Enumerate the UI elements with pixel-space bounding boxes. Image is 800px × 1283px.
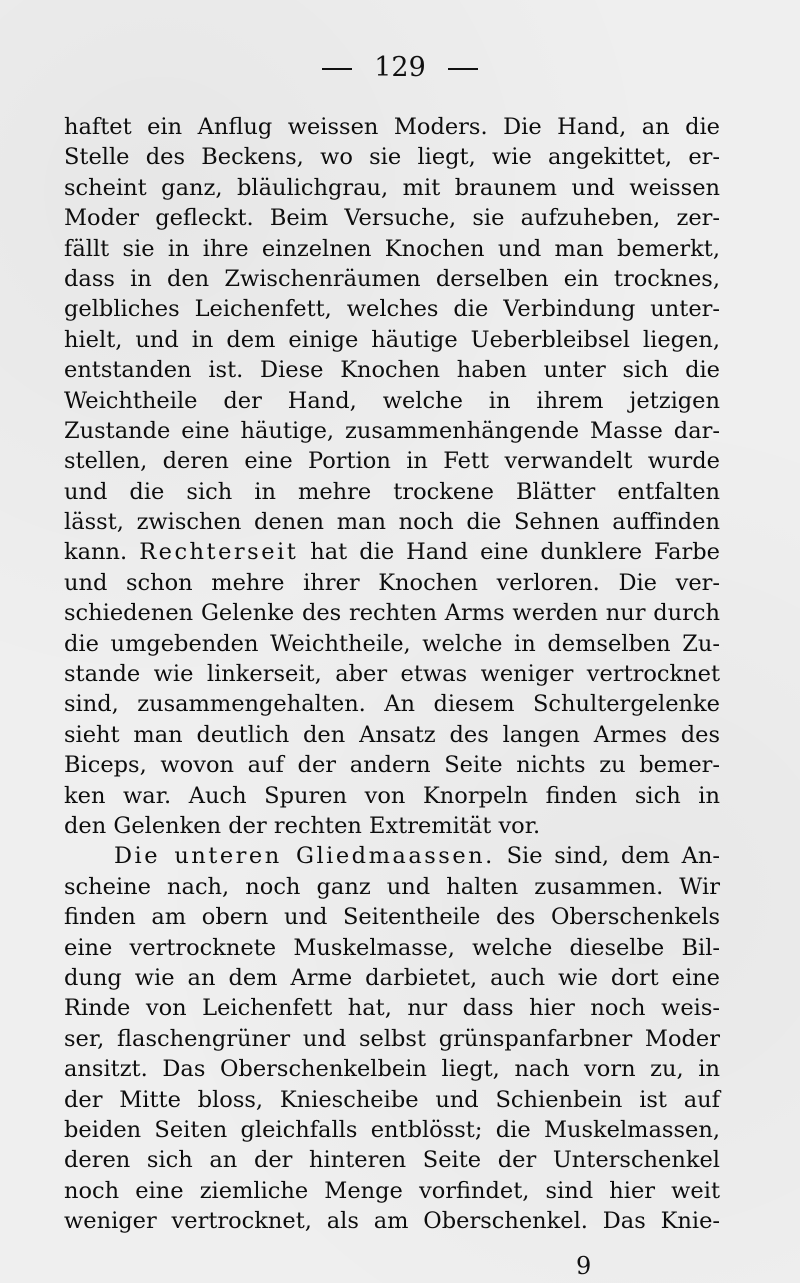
text-fragment: Sie sind, dem An- <box>506 843 720 870</box>
text-line: sieht man deutlich den Ansatz des langen Armes des <box>64 721 720 748</box>
text-line-mixed <box>64 841 720 871</box>
text-line: und die sich in mehre trockene Blätter entfalten <box>64 478 720 505</box>
emphasized-heading: Rechterseit <box>139 539 299 566</box>
text-line: scheine nach, noch ganz und halten zusammen. Wir <box>64 873 720 900</box>
text-line: lässt, zwischen denen man noch die Sehnen auffinden <box>64 509 720 536</box>
text-line: Zustande eine häutige, zusammenhängende Masse dar- <box>64 417 720 444</box>
page-number: 129 <box>374 52 426 83</box>
text-line: noch eine ziemliche Menge vorfindet, sind hier weit <box>64 1177 720 1204</box>
text-line: Weichtheile der Hand, welche in ihrem jetzigen <box>64 387 720 414</box>
text-line: haftet ein Anflug weissen Moders. Die Hand, an die <box>64 114 720 140</box>
text-line: hielt, und in dem einige häutige Ueberbleibsel liegen, <box>64 326 720 353</box>
section-heading: Die unteren Gliedmaassen. <box>114 843 495 870</box>
body-text <box>64 112 720 1236</box>
text-line-paragraph-end: den Gelenken der rechten Extremität vor. <box>64 812 541 839</box>
text-line: gelbliches Leichenfett, welches die Verbindung unter- <box>64 296 720 323</box>
text-fragment: kann. <box>64 539 128 566</box>
page-header <box>0 52 800 83</box>
text-line: Stelle des Beckens, wo sie liegt, wie angekittet, er- <box>64 144 720 171</box>
text-line: der Mitte bloss, Kniescheibe und Schienbein ist auf <box>64 1086 720 1113</box>
text-line: entstanden ist. Diese Knochen haben unter sich die <box>64 357 720 384</box>
text-line: Moder gefleckt. Beim Versuche, sie aufzuheben, zer- <box>64 205 720 232</box>
text-line: beiden Seiten gleichfalls entblösst; die Muskelmassen, <box>64 1116 720 1143</box>
text-line: dass in den Zwischenräumen derselben ein trocknes, <box>64 265 720 292</box>
text-line: scheint ganz, bläulichgrau, mit braunem und weissen <box>64 174 720 201</box>
text-line: eine vertrocknete Muskelmasse, welche dieselbe Bil- <box>64 934 720 961</box>
text-line: und schon mehre ihrer Knochen verloren. Die ver- <box>64 569 720 596</box>
header-dash-right <box>448 68 478 70</box>
text-line: ansitzt. Das Oberschenkelbein liegt, nach vorn zu, in <box>64 1056 720 1083</box>
text-line-mixed <box>64 537 720 567</box>
text-line: Rinde von Leichenfett hat, nur dass hier noch weis- <box>64 995 720 1022</box>
text-line: Biceps, wovon auf der andern Seite nichts zu bemer- <box>64 752 720 779</box>
text-line: deren sich an der hinteren Seite der Unterschenkel <box>64 1147 720 1174</box>
text-line: weniger vertrocknet, als am Oberschenkel. Das Knie- <box>64 1208 720 1235</box>
text-line: stellen, deren eine Portion in Fett verwandelt wurde <box>64 448 720 475</box>
text-line: fällt sie in ihre einzelnen Knochen und man bemerkt, <box>64 235 720 262</box>
text-fragment: hat die Hand eine dunklere Farbe <box>310 539 721 566</box>
text-line: ser, flaschengrüner und selbst grünspanfarbner Moder <box>64 1025 720 1052</box>
text-line: finden am obern und Seitentheile des Oberschenkels <box>64 904 720 931</box>
text-line: stande wie linkerseit, aber etwas weniger vertrocknet <box>64 661 720 688</box>
text-line: dung wie an dem Arme darbietet, auch wie dort eine <box>64 964 720 991</box>
text-line: ken war. Auch Spuren von Knorpeln finden sich in <box>64 782 720 809</box>
signature-mark: 9 <box>576 1252 592 1280</box>
text-line: schiedenen Gelenke des rechten Arms werden nur durch <box>64 600 720 627</box>
header-dash-left <box>322 68 352 70</box>
text-line: sind, zusammengehalten. An diesem Schultergelenke <box>64 691 720 718</box>
text-line: die umgebenden Weichtheile, welche in demselben Zu- <box>64 630 720 657</box>
